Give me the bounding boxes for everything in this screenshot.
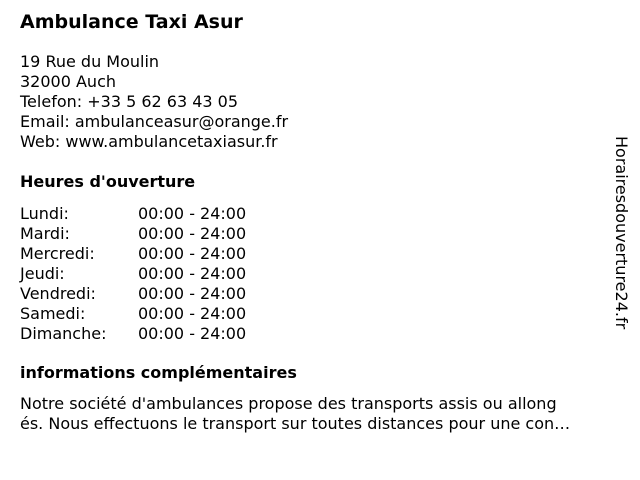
hours-row-friday xyxy=(20,284,246,304)
hours-row-sunday xyxy=(20,324,246,344)
time-range: 00:00 - 24:00 xyxy=(138,304,247,323)
description-text xyxy=(20,394,620,434)
day-label: Samedi: xyxy=(20,304,86,323)
phone-number: Telefon: +33 5 62 63 43 05 xyxy=(20,92,239,111)
time-range: 00:00 - 24:00 xyxy=(138,224,247,243)
day-label: Vendredi: xyxy=(20,284,96,303)
hours-row-thursday xyxy=(20,264,246,284)
hours-row-tuesday xyxy=(20,224,246,244)
city-postcode: 32000 Auch xyxy=(20,72,117,91)
day-label: Mardi: xyxy=(20,224,70,243)
hours-heading: Heures d'ouverture xyxy=(20,172,196,191)
time-range: 00:00 - 24:00 xyxy=(138,244,247,263)
time-range: 00:00 - 24:00 xyxy=(138,264,247,283)
hours-table xyxy=(20,204,246,344)
day-label: Mercredi: xyxy=(20,244,95,263)
hours-row-saturday xyxy=(20,304,246,324)
day-label: Jeudi: xyxy=(20,264,65,283)
business-name: Ambulance Taxi Asur xyxy=(20,11,243,33)
contact-block xyxy=(20,52,610,152)
email-address: Email: ambulanceasur@orange.fr xyxy=(20,112,289,131)
time-range: 00:00 - 24:00 xyxy=(138,284,247,303)
day-label: Lundi: xyxy=(20,204,69,223)
info-heading: informations complémentaires xyxy=(20,363,297,382)
description-line: és. Nous effectuons le transport sur toutes distances pour une con… xyxy=(20,414,571,433)
day-label: Dimanche: xyxy=(20,324,107,343)
website: Web: www.ambulancetaxiasur.fr xyxy=(20,132,278,151)
time-range: 00:00 - 24:00 xyxy=(138,324,247,343)
time-range: 00:00 - 24:00 xyxy=(138,204,247,223)
street-address: 19 Rue du Moulin xyxy=(20,52,160,71)
hours-row-monday xyxy=(20,204,246,224)
description-line: Notre société d'ambulances propose des transports assis ou allong xyxy=(20,394,557,413)
hours-row-wednesday xyxy=(20,244,246,264)
business-card xyxy=(20,11,610,434)
site-brand-watermark: Horairesdouverture24.fr xyxy=(612,136,631,330)
